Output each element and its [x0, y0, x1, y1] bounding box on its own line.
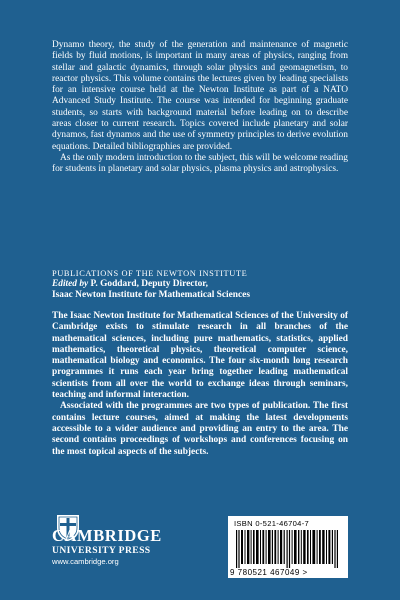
isbn-label: ISBN 0-521-46704-7: [234, 519, 310, 528]
description-paragraph-1: Dynamo theory, the study of the generation and maintenance of magnetic fields by fluid motions, is important in many areas of physics, ranging from stellar and galactic dynamics, through solar physics and geomagnetism, to reactor physics. This volume contains the lectures given by leading specialists for an intensive course held at the Newton Institute as part of a NATO Advanced Study Institute. The course was intended for beginning graduate students, so starts with background material before leading on to describe areas closer to current research. Topics covered include planetary and solar dynamos, fast dynamos and the use of symmetry principles to derive evolution equations. Detailed bibliographies are provided.: [52, 40, 348, 152]
institute-description: [52, 311, 348, 458]
series-info: [52, 268, 348, 302]
description-paragraph-2: As the only modern introduction to the subject, this will be welcome reading for students in planetary and solar physics, plasma physics and astrophysics.: [52, 152, 348, 175]
editor-name: P. Goddard, Deputy Director,: [88, 279, 208, 289]
cover-footer: [52, 514, 348, 584]
publisher-name: CAMBRIDGE: [52, 526, 162, 545]
series-editor: [52, 279, 348, 290]
institute-paragraph-2: Associated with the programmes are two types of publication. The first contains lecture courses, aimed at making the latest developments accessible to a wider audience and providing an entry to the area. The second contains proceedings of workshops and conferences focusing on the most topical aspects of the subjects.: [52, 401, 348, 457]
edited-by-label: Edited by: [52, 279, 89, 289]
barcode-number: 9 780521 467049 >: [230, 568, 308, 577]
editor-institution: Isaac Newton Institute for Mathematical Sciences: [52, 290, 250, 301]
book-description: [52, 40, 348, 176]
publisher-subtitle: UNIVERSITY PRESS: [52, 545, 151, 556]
publisher-logo: [52, 514, 176, 572]
barcode-icon: [236, 530, 342, 568]
institute-paragraph-1: The Isaac Newton Institute for Mathematical Sciences of the University of Cambridge exists to stimulate research in all branches of the mathematical sciences, including pure mathematics, statistics, applied mathematics, theoretical physics, theoretical computer science, mathematical biology and economics. The four six-month long research programmes it runs each year bring together leading mathematical scientists from all over the world to exchange ideas through seminars, teaching and informal interaction.: [52, 311, 348, 401]
series-title: PUBLICATIONS OF THE NEWTON INSTITUTE: [52, 269, 248, 278]
publisher-url[interactable]: www.cambridge.org: [52, 557, 119, 566]
barcode-panel: [228, 516, 348, 578]
